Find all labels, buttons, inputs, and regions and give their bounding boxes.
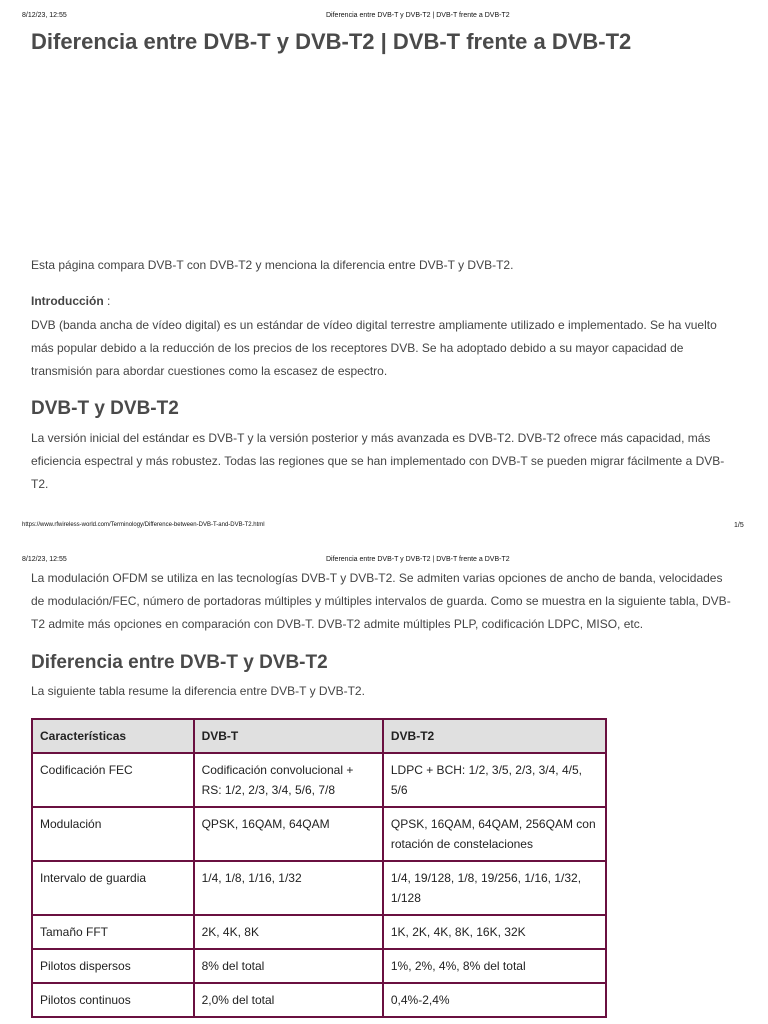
table-intro: La siguiente tabla resume la diferencia entre DVB-T y DVB-T2. <box>31 684 365 698</box>
table-cell: 1/4, 1/8, 1/16, 1/32 <box>194 861 383 915</box>
section-body-dvbt: La versión inicial del estándar es DVB-T y la versión posterior y más avanzada es DVB-T2. DVB-T2 ofrece más capacidad, más eficiencia espectral y más robustez. Todas las regiones que se han implementado con DVB-T se pueden migrar fácilmente a DVB-T2. <box>31 431 725 491</box>
table-row <box>32 807 606 861</box>
table-row <box>32 753 606 807</box>
print-url: https://www.rfwireless-world.com/Terminology/Difference-between-DVB-T-and-DVB-T2.html <box>22 522 265 528</box>
intro-heading: Introducción <box>31 294 104 308</box>
intro-colon: : <box>103 294 111 308</box>
table-cell: QPSK, 16QAM, 64QAM, 256QAM con rotación de constelaciones <box>383 807 606 861</box>
table-cell: LDPC + BCH: 1/2, 3/5, 2/3, 3/4, 4/5, 5/6 <box>383 753 606 807</box>
table-row <box>32 949 606 983</box>
table-cell: Intervalo de guardia <box>32 861 194 915</box>
ofdm-paragraph: La modulación OFDM se utiliza en las tecnologías DVB-T y DVB-T2. Se admiten varias opciones de ancho de banda, velocidades de modulación/FEC, número de portadoras múltiples y múltiples intervalos de guarda. Como se muestra en la siguiente tabla, DVB-T2 admite más opciones en comparación con DVB-T. DVB-T2 admite múltiples PLP, codificación LDPC, MISO, etc. <box>31 571 731 631</box>
print-page-number: 1/5 <box>734 522 744 529</box>
intro-paragraph: Esta página compara DVB-T con DVB-T2 y menciona la diferencia entre DVB-T y DVB-T2. <box>31 258 514 272</box>
print-title: Diferencia entre DVB-T y DVB-T2 | DVB-T frente a DVB-T2 <box>326 12 510 19</box>
table-cell: 1/4, 19/128, 1/8, 19/256, 1/16, 1/32, 1/128 <box>383 861 606 915</box>
table-cell: Modulación <box>32 807 194 861</box>
table-cell: 1K, 2K, 4K, 8K, 16K, 32K <box>383 915 606 949</box>
table-header-row <box>32 719 606 753</box>
table-header: Características <box>32 719 194 753</box>
table-cell: Codificación convolucional + RS: 1/2, 2/3, 3/4, 5/6, 7/8 <box>194 753 383 807</box>
print-date: 8/12/23, 12:55 <box>22 12 67 19</box>
table-cell: Pilotos continuos <box>32 983 194 1017</box>
table-cell: 0,4%-2,4% <box>383 983 606 1017</box>
section-title-dvbt: DVB-T y DVB-T2 <box>31 398 179 419</box>
table-row <box>32 983 606 1017</box>
table-header: DVB-T <box>194 719 383 753</box>
section-title-difference: Diferencia entre DVB-T y DVB-T2 <box>31 652 328 673</box>
table-cell: 8% del total <box>194 949 383 983</box>
table-cell: Codificación FEC <box>32 753 194 807</box>
table-cell: 2K, 4K, 8K <box>194 915 383 949</box>
intro-heading-line <box>31 290 731 313</box>
table-cell: 1%, 2%, 4%, 8% del total <box>383 949 606 983</box>
intro-body: DVB (banda ancha de vídeo digital) es un estándar de vídeo digital terrestre ampliamente utilizado e implementado. Se ha vuelto más popular debido a la reducción de los precios de los receptores DVB. Se ha adoptado debido a su mayor capacidad de transmisión para abordar cuestiones como la escasez de espectro. <box>31 318 717 378</box>
print-date-2: 8/12/23, 12:55 <box>22 556 67 563</box>
table-cell: 2,0% del total <box>194 983 383 1017</box>
table-cell: Tamaño FFT <box>32 915 194 949</box>
page-title: Diferencia entre DVB-T y DVB-T2 | DVB-T frente a DVB-T2 <box>31 29 632 54</box>
table-row <box>32 915 606 949</box>
print-title-2: Diferencia entre DVB-T y DVB-T2 | DVB-T frente a DVB-T2 <box>326 556 510 563</box>
table-cell: QPSK, 16QAM, 64QAM <box>194 807 383 861</box>
comparison-table <box>31 718 607 1018</box>
table-row <box>32 861 606 915</box>
table-header: DVB-T2 <box>383 719 606 753</box>
table-cell: Pilotos dispersos <box>32 949 194 983</box>
